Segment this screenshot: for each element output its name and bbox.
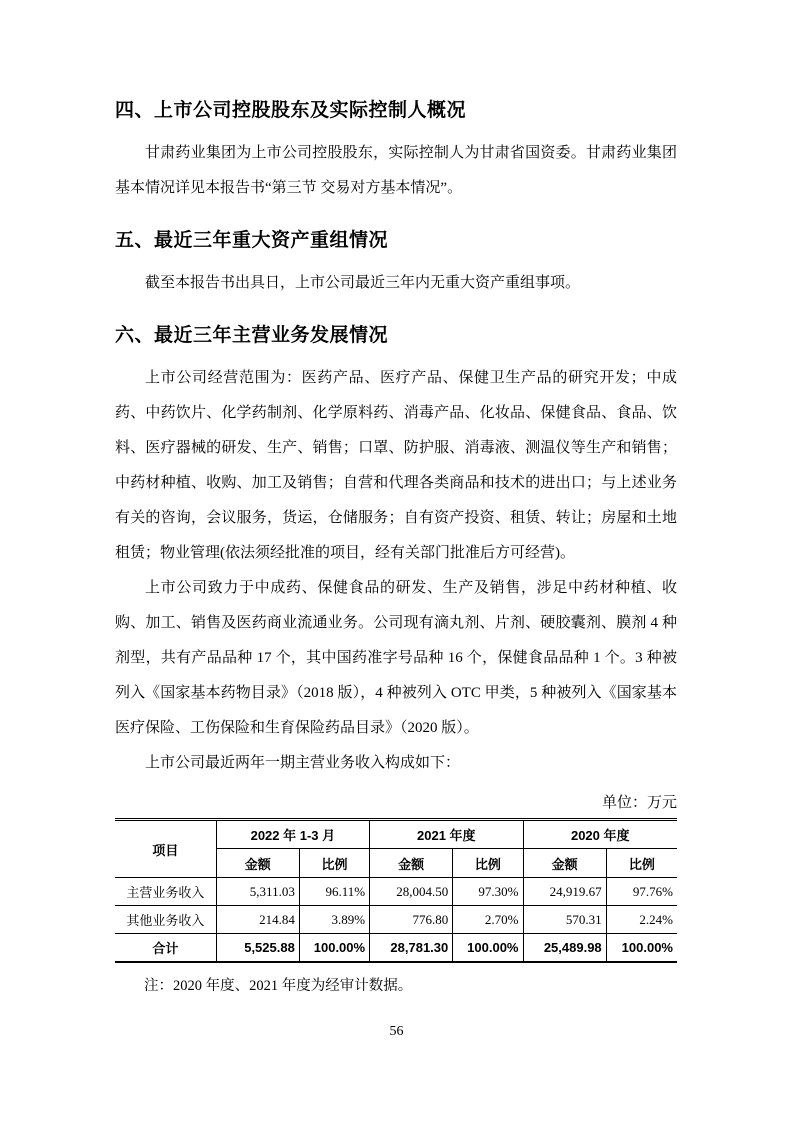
table-unit-label: 单位：万元 xyxy=(601,795,677,811)
column-header-ratio-2021: 比例 xyxy=(453,849,523,878)
page-content xyxy=(115,0,677,997)
table-header-row-years xyxy=(115,820,677,849)
cell-item: 主营业务收入 xyxy=(115,878,216,906)
column-header-amount-2020: 金额 xyxy=(523,849,606,878)
cell-value: 96.11% xyxy=(299,878,369,906)
paragraph-controlling-shareholder: 甘肃药业集团为上市公司控股股东，实际控制人为甘肃省国资委。甘肃药业集团基本情况详见本报告书“第三节 交易对方基本情况”。 xyxy=(115,145,677,196)
table-note: 注：2020 年度、2021 年度为经审计数据。 xyxy=(144,977,413,994)
paragraph-major-restructuring: 截至本报告书出具日，上市公司最近三年内无重大资产重组事项。 xyxy=(145,275,581,291)
section-heading-controlling-shareholder: 四、上市公司控股股东及实际控制人概况 xyxy=(115,100,467,121)
column-header-amount-2022: 金额 xyxy=(216,849,299,878)
cell-value: 2.24% xyxy=(606,906,677,934)
cell-value: 5,311.03 xyxy=(216,878,299,906)
cell-value: 97.30% xyxy=(453,878,523,906)
table-row-main-revenue xyxy=(115,878,677,906)
column-header-2022: 2022 年 1-3 月 xyxy=(216,820,369,849)
column-header-2021: 2021 年度 xyxy=(370,820,523,849)
column-header-ratio-2020: 比例 xyxy=(606,849,677,878)
section-heading-main-business: 六、最近三年主营业务发展情况 xyxy=(115,325,389,346)
cell-value: 100.00% xyxy=(606,934,677,962)
cell-value: 100.00% xyxy=(299,934,369,962)
cell-item: 其他业务收入 xyxy=(115,906,216,934)
table-row-total xyxy=(115,934,677,962)
cell-value: 570.31 xyxy=(523,906,606,934)
cell-item: 合计 xyxy=(115,934,216,962)
cell-value: 5,525.88 xyxy=(216,934,299,962)
table-row-other-revenue xyxy=(115,906,677,934)
paragraph-business-focus: 上市公司致力于中成药、保健食品的研发、生产及销售，涉足中药材种植、收购、加工、销售及医药商业流通业务。公司现有滴丸剂、片剂、硬胶囊剂、膜剂 4 种剂型，共有产品品种 17 个，其中国药准字号品种 16 个，保健食品品种 1 个。3 种被列入《国家基本药物目录》（2018 版），4 种被列入 OTC 甲类，5 种被列入《国家基本医疗保险、工伤保险和生育保险药品目录》（2020 版）。 xyxy=(115,580,677,736)
cell-value: 3.89% xyxy=(299,906,369,934)
section-heading-major-restructuring: 五、最近三年重大资产重组情况 xyxy=(115,230,389,251)
paragraph-revenue-intro: 上市公司最近两年一期主营业务收入构成如下： xyxy=(145,755,461,771)
cell-value: 214.84 xyxy=(216,906,299,934)
cell-value: 28,004.50 xyxy=(370,878,453,906)
cell-value: 100.00% xyxy=(453,934,523,962)
column-header-2020: 2020 年度 xyxy=(523,820,677,849)
revenue-composition-table xyxy=(115,818,677,963)
cell-value: 24,919.67 xyxy=(523,878,606,906)
cell-value: 28,781.30 xyxy=(370,934,453,962)
cell-value: 25,489.98 xyxy=(523,934,606,962)
cell-value: 776.80 xyxy=(370,906,453,934)
column-header-item: 项目 xyxy=(115,820,216,878)
paragraph-business-scope: 上市公司经营范围为：医药产品、医疗产品、保健卫生产品的研究开发；中成药、中药饮片、化学药制剂、化学原料药、消毒产品、化妆品、保健食品、食品、饮料、医疗器械的研发、生产、销售；口罩、防护服、消毒液、测温仪等生产和销售；中药材种植、收购、加工及销售；自营和代理各类商品和技术的进出口；与上述业务有关的咨询，会议服务，货运，仓储服务；自有资产投资、租赁、转让；房屋和土地租赁；物业管理(依法须经批准的项目，经有关部门批准后方可经营)。 xyxy=(115,370,677,561)
page-number: 56 xyxy=(389,1024,404,1039)
column-header-ratio-2022: 比例 xyxy=(299,849,369,878)
cell-value: 97.76% xyxy=(606,878,677,906)
cell-value: 2.70% xyxy=(453,906,523,934)
column-header-amount-2021: 金额 xyxy=(370,849,453,878)
